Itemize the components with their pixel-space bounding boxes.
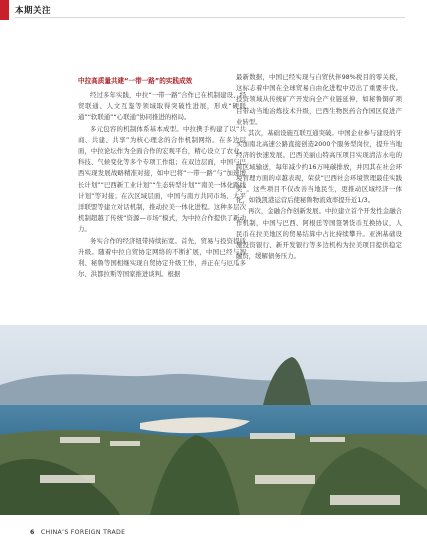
article-paragraph: 务实合作的经济纽带持续拓宽。首先，贸易与投资提质升级。随着中拉自贸协定网络的不断扩展，中国已经与智利、秘鲁等国相继实现自贸协定升级工作，并正在与厄瓜多尔、洪都拉斯等国家推进谈判。根据 xyxy=(78,236,246,279)
article-paragraph: 多元包容的机制体系基本成型。中拉携手构建了以“共商、共建、共享”为核心理念的合作机制网络。在多边层面，中拉论坛作为全面合作的宏观平台，精心设立了农业、科技、气候变化等多个专项工作组；在双边层面，中国与巴西实现发展战略精准对接，如中巴将“一带一路”与“加速增长计划”“巴西新工业计划”“生态转型计划”“南美一体化路线计划”等对接；在次区域层面，中国与南方共同市场、太平洋联盟等建立对话机制，推动拉美一体化进程。这种多层次机制超越了传统“资源—市场”模式，为中拉合作提供了新动力。 xyxy=(78,124,246,234)
article-right-column xyxy=(236,72,402,262)
article-paragraph: 再次，金融合作创新发展。中拉建立首个开发性金融合作机制，中国与巴西、阿根廷等国签署货币互换协议，人民币在拉美地区的贸易结算中占比持续攀升。亚洲基础设施投资银行、新开发银行等多边机构为拉美项目提供稳定融资，缓解债务压力。 xyxy=(236,207,402,261)
city-coastline-photo xyxy=(0,325,427,515)
magazine-name: CHINA’S FOREIGN TRADE xyxy=(40,529,126,536)
page-footer xyxy=(30,529,125,536)
page-number: 6 xyxy=(30,529,35,536)
article-paragraph: 其次，基础设施互联互通突破。中国企业参与建设的牙买加南北高速公路直接创造2000个服务型岗位，提升当地经济的快速发展。巴西美丽山特高压项目实现清洁水电的跨区域输送，每年减少约16万吨碳排放，并因其在社会环境管理方面的卓越表现，荣获“巴西社会环境管理最佳实践奖”。这些项目不仅改善当地民生，更推动区域经济一体化，如钱凯港运营后使秘鲁物流效率提升近1/3。 xyxy=(236,129,402,205)
article-heading: 中拉高质量共建“一带一路”的实践成效 xyxy=(78,77,193,85)
article-left-column xyxy=(78,72,246,280)
article-paragraph: 经过多年实践，中拉“一带一路”合作已在机制建设、经贸联通、人文互鉴等领域取得突破性进展，形成“硬联通”“软联通”“心联通”协同推进的格局。 xyxy=(78,91,246,122)
section-accent-bar xyxy=(0,0,9,20)
header-divider xyxy=(15,17,405,18)
section-label: 本期关注 xyxy=(15,6,52,16)
top-bar xyxy=(0,0,427,20)
article-paragraph: 最新数据，中国已经实现与自贸伙伴98%税目的零关税，这标志着中国在全球贸易自由化进程中迈出了重要步伐。投资领域从传统矿产开发向全产业链延伸，如秘鲁铜矿项目带动当地冶炼技术升级，巴西生物医药合作园区促进产业转型。 xyxy=(236,73,402,126)
